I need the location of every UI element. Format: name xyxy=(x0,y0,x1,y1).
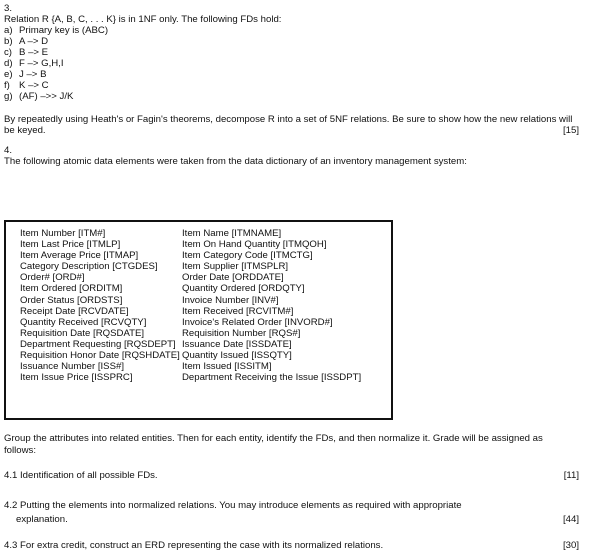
data-element: Item Supplier [ITMSPLR] xyxy=(182,261,289,273)
data-element: Order# [ORD#] xyxy=(20,272,85,284)
data-element: Item Average Price [ITMAP] xyxy=(20,250,139,262)
question-3-task: By repeatedly using Heath's or Fagin's theorems, decompose R into a set of 5NF relations. Be sure to show how the new relations will xyxy=(4,114,573,125)
fd-label: e) xyxy=(4,69,13,80)
part-4-2-text: 4.2 Putting the elements into normalized relations. You may introduce elements as required with appropriate xyxy=(4,500,462,511)
data-element: Item Name [ITMNAME] xyxy=(182,228,282,239)
data-element: Invoice's Related Order [INVORD#] xyxy=(182,316,333,328)
data-element: Receipt Date [RCVDATE] xyxy=(20,305,129,317)
data-element: Issuance Date [ISSDATE] xyxy=(182,338,292,350)
fd-text: B –> E xyxy=(19,47,49,58)
fd-text: K –> C xyxy=(19,80,49,91)
data-element: Department Requesting [RQSDEPT] xyxy=(20,338,176,350)
data-element: Quantity Received [RCVQTY] xyxy=(20,316,147,328)
question-4-group-instructions: Group the attributes into related entities. Then for each entity, identify the FDs, and then normalize it. Grade will be assigned as xyxy=(4,433,543,444)
data-element: Department Receiving the Issue [ISSDPT] xyxy=(182,372,362,384)
question-3-task-cont: be keyed. xyxy=(4,125,46,136)
part-4-3 xyxy=(4,540,579,551)
data-element: Order Date [ORDDATE] xyxy=(182,272,284,284)
fd-text: F –> G,H,I xyxy=(19,58,64,69)
part-4-3-marks: [30] xyxy=(562,540,579,551)
data-element: Requisition Honor Date [RQSHDATE] xyxy=(20,350,180,362)
data-element: Item Last Price [ITMLP] xyxy=(20,239,121,251)
data-elements-right-column xyxy=(182,228,361,383)
fd-text: J –> B xyxy=(19,69,47,80)
data-element: Item Issued [ISSITM] xyxy=(182,361,272,373)
question-3-intro: Relation R {A, B, C, . . . K} is in 1NF only. The following FDs hold: xyxy=(4,14,282,25)
data-element: Item Category Code [ITMCTG] xyxy=(182,250,313,262)
fd-label: f) xyxy=(4,80,10,91)
fd-text: A –> D xyxy=(19,36,49,47)
fd-text: Primary key is (ABC) xyxy=(19,25,109,36)
part-4-2 xyxy=(4,514,579,525)
part-4-1-text: 4.1 Identification of all possible FDs. xyxy=(4,470,158,481)
data-element: Issuance Number [ISS#] xyxy=(20,361,124,373)
data-element: Item On Hand Quantity [ITMQOH] xyxy=(182,239,327,251)
question-3-number: 3. xyxy=(4,3,13,14)
data-element: Order Status [ORDSTS] xyxy=(20,294,123,306)
data-element: Item Ordered [ORDITM] xyxy=(20,283,123,295)
question-4-number: 4. xyxy=(4,145,13,156)
fd-label: c) xyxy=(4,47,12,58)
part-4-2-marks: [44] xyxy=(562,514,579,525)
fd-label: a) xyxy=(4,25,13,36)
data-element: Item Received [RCVITM#] xyxy=(182,305,294,317)
data-element: Quantity Issued [ISSQTY] xyxy=(182,350,292,362)
data-elements-box xyxy=(4,220,393,420)
part-4-1-marks: [11] xyxy=(563,470,579,481)
data-element: Requisition Number [RQS#] xyxy=(182,327,301,339)
data-elements-left-column xyxy=(20,228,180,383)
data-element: Requisition Date [RQSDATE] xyxy=(20,327,145,339)
data-element: Invoice Number [INV#] xyxy=(182,294,279,306)
part-4-3-text: 4.3 For extra credit, construct an ERD representing the case with its normalized relations. xyxy=(4,540,384,551)
fd-label: g) xyxy=(4,91,13,102)
question-3-marks: [15] xyxy=(562,125,579,136)
fd-text: (AF) –>> J/K xyxy=(19,91,74,102)
question-4-intro: The following atomic data elements were taken from the data dictionary of an inventory management system: xyxy=(4,156,467,167)
fd-label: b) xyxy=(4,36,13,47)
fd-label: d) xyxy=(4,58,13,69)
part-4-2-text-cont: explanation. xyxy=(16,514,68,525)
data-element: Quantity Ordered [ORDQTY] xyxy=(182,283,305,295)
question-4-group-instructions-cont: follows: xyxy=(4,445,36,456)
part-4-1 xyxy=(4,470,579,481)
data-element: Category Description [CTGDES] xyxy=(20,261,158,273)
data-element: Item Number [ITM#] xyxy=(20,228,106,239)
data-element: Item Issue Price [ISSPRC] xyxy=(20,372,133,384)
